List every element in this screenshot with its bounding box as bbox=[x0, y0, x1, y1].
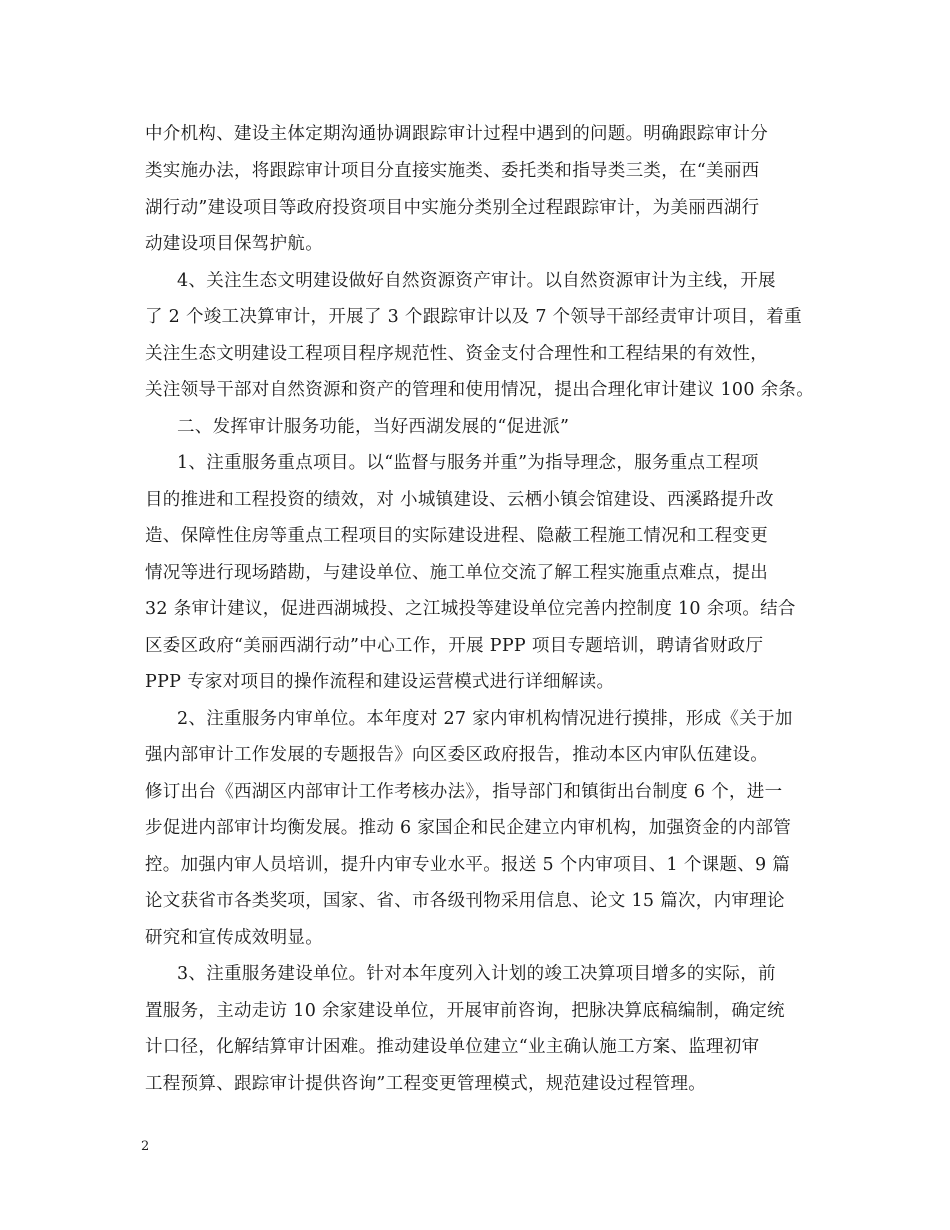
text-line: PPP 专家对项目的操作流程和建设运营模式进行详细解读。 bbox=[145, 672, 615, 692]
text-line: 造、保障性住房等重点工程项目的实际建设进程、隐蔽工程施工情况和工程变更 bbox=[145, 526, 768, 546]
text-line: 论文获省市各类奖项，国家、省、市各级刊物采用信息、论文 15 篇次，内审理论 bbox=[145, 891, 785, 911]
text-line: 32 条审计建议，促进西湖城投、之江城投等建设单位完善内控制度 10 余项。结合 bbox=[145, 599, 796, 619]
text-line: 置服务，主动走访 10 余家建设单位，开展审前咨询，把脉决算底稿编制，确定统 bbox=[145, 1001, 785, 1021]
text-line: 湖行动”建设项目等政府投资项目中实施分类别全过程跟踪审计，为美丽西湖行 bbox=[145, 198, 760, 218]
paragraph-start-line: 4、关注生态文明建设做好自然资源资产审计。以自然资源审计为主线，开展 bbox=[177, 271, 776, 291]
paragraph-start-line: 3、注重服务建设单位。针对本年度列入计划的竣工决算项目增多的实际，前 bbox=[177, 964, 776, 984]
text-line: 步促进内部审计均衡发展。推动 6 家国企和民企建立内审机构，加强资金的内部管 bbox=[145, 818, 792, 838]
text-line: 了 2 个竣工决算审计，开展了 3 个跟踪审计以及 7 个领导干部经责审计项目，着重 bbox=[145, 307, 802, 327]
section-heading: 二、发挥审计服务功能，当好西湖发展的“促进派” bbox=[177, 417, 570, 437]
text-line: 目的推进和工程投资的绩效，对 小城镇建设、云栖小镇会馆建设、西溪路提升改 bbox=[145, 490, 774, 510]
text-line: 关注生态文明建设工程项目程序规范性、资金支付合理性和工程结果的有效性， bbox=[145, 344, 768, 364]
text-line: 类实施办法，将跟踪审计项目分直接实施类、委托类和指导类三类，在“美丽西 bbox=[145, 161, 760, 181]
text-line: 动建设项目保驾护航。 bbox=[145, 234, 323, 254]
text-line: 区委区政府“美丽西湖行动”中心工作，开展 PPP 项目专题培训，聘请省财政厅 bbox=[145, 636, 764, 656]
text-line: 中介机构、建设主体定期沟通协调跟踪审计过程中遇到的问题。明确跟踪审计分 bbox=[145, 124, 768, 144]
text-line: 计口径，化解结算审计困难。推动建设单位建立“业主确认施工方案、监理初审 bbox=[145, 1037, 760, 1057]
text-line: 关注领导干部对自然资源和资产的管理和使用情况，提出合理化审计建议 100 余条。 bbox=[145, 380, 815, 400]
text-line: 强内部审计工作发展的专题报告》向区委区政府报告，推动本区内审队伍建设。 bbox=[145, 745, 768, 765]
text-line: 控。加强内审人员培训，提升内审专业水平。报送 5 个内审项目、1 个课题、9 篇 bbox=[145, 855, 791, 875]
text-line: 工程预算、跟踪审计提供咨询”工程变更管理模式，规范建设过程管理。 bbox=[145, 1074, 707, 1094]
text-line: 修订出台《西湖区内部审计工作考核办法》，指导部门和镇街出台制度 6 个，进一 bbox=[145, 782, 783, 802]
text-line: 情况等进行现场踏勘，与建设单位、施工单位交流了解工程实施重点难点，提出 bbox=[145, 563, 768, 583]
page-number: 2 bbox=[141, 1139, 150, 1154]
text-line: 研究和宣传成效明显。 bbox=[145, 928, 323, 948]
paragraph-start-line: 1、注重服务重点项目。以“监督与服务并重”为指导理念，服务重点工程项 bbox=[177, 453, 759, 473]
paragraph-start-line: 2、注重服务内审单位。本年度对 27 家内审机构情况进行摸排，形成《关于加 bbox=[177, 709, 793, 729]
